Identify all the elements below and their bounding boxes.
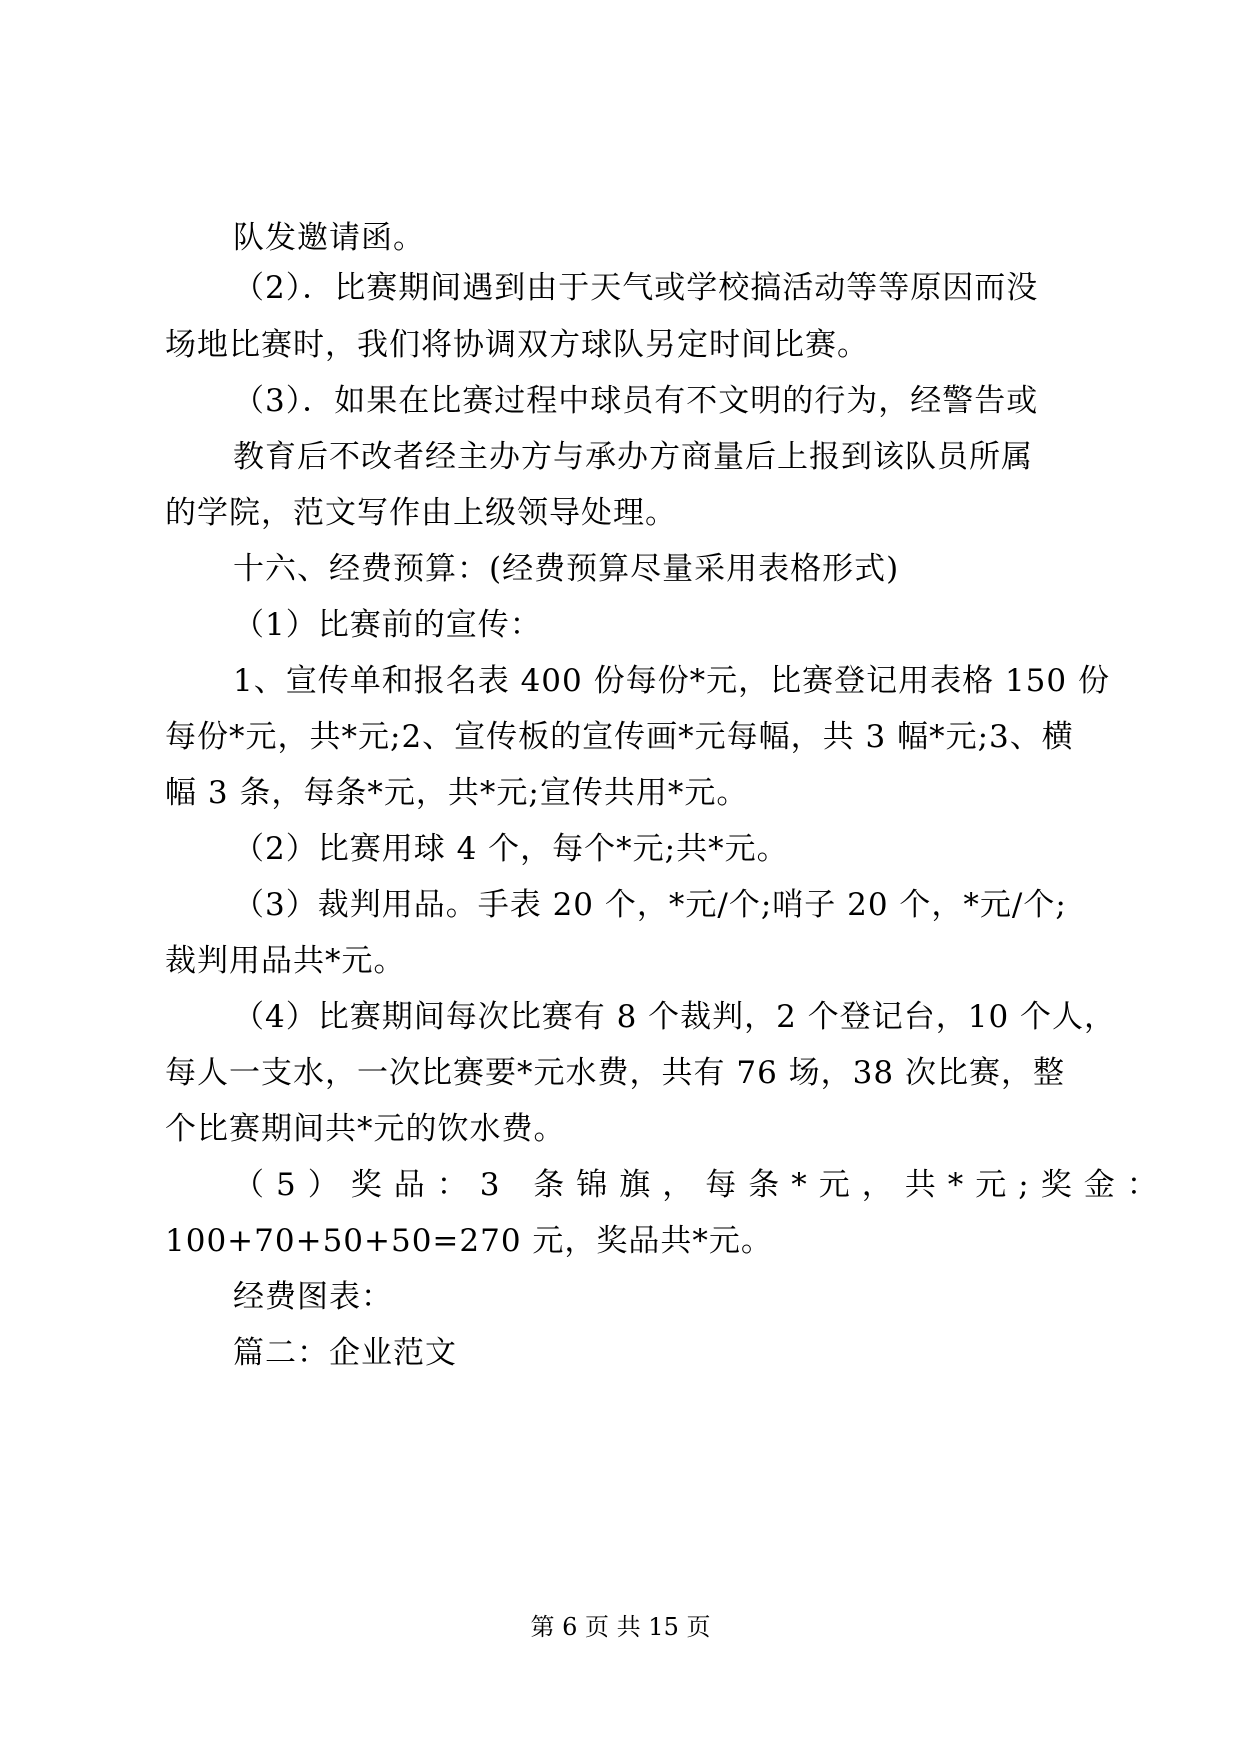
paragraph-line: （4）比赛期间每次比赛有 8 个裁判，2 个登记台，10 个人，	[233, 999, 1117, 1035]
paragraph-line: 队发邀请函。	[233, 220, 425, 256]
paragraph-line: 每人一支水，一次比赛要*元水费，共有 76 场，38 次比赛，整	[165, 1055, 1065, 1091]
paragraph-line: 1、宣传单和报名表 400 份每份*元，比赛登记用表格 150 份	[233, 663, 1110, 699]
paragraph-line: 经费图表：	[233, 1279, 393, 1315]
paragraph-line: 每份*元，共*元;2、宣传板的宣传画*元每幅，共 3 幅*元;3、横	[165, 719, 1074, 755]
paragraph-line: 100+70+50+50=270 元，奖品共*元。	[165, 1223, 773, 1259]
paragraph-line: （2）比赛用球 4 个，每个*元;共*元。	[233, 831, 789, 867]
paragraph-line: （5）奖品：3 条锦旗，每条*元，共*元;奖金：	[233, 1167, 1170, 1203]
paragraph-line: 幅 3 条，每条*元，共*元;宣传共用*元。	[165, 775, 749, 811]
paragraph-line: 裁判用品共*元。	[165, 943, 406, 979]
section-heading: 十六、经费预算：(经费预算尽量采用表格形式)	[233, 551, 900, 587]
paragraph-line: 教育后不改者经主办方与承办方商量后上报到该队员所属	[233, 439, 1033, 475]
paragraph-line: 的学院，范文写作由上级领导处理。	[165, 495, 677, 531]
paragraph-line: （1）比赛前的宣传：	[233, 607, 542, 643]
paragraph-line: （3）．如果在比赛过程中球员有不文明的行为，经警告或	[233, 383, 1039, 419]
paragraph-line: 场地比赛时，我们将协调双方球队另定时间比赛。	[165, 327, 869, 363]
paragraph-line: 个比赛期间共*元的饮水费。	[165, 1111, 566, 1147]
page-footer: 第 6 页 共 15 页	[530, 1613, 711, 1641]
paragraph-line: （2）．比赛期间遇到由于天气或学校搞活动等等原因而没	[233, 270, 1039, 306]
paragraph-line: （3）裁判用品。手表 20 个，*元/个;哨子 20 个，*元/个;	[233, 887, 1067, 923]
section-heading: 篇二：企业范文	[233, 1335, 457, 1371]
